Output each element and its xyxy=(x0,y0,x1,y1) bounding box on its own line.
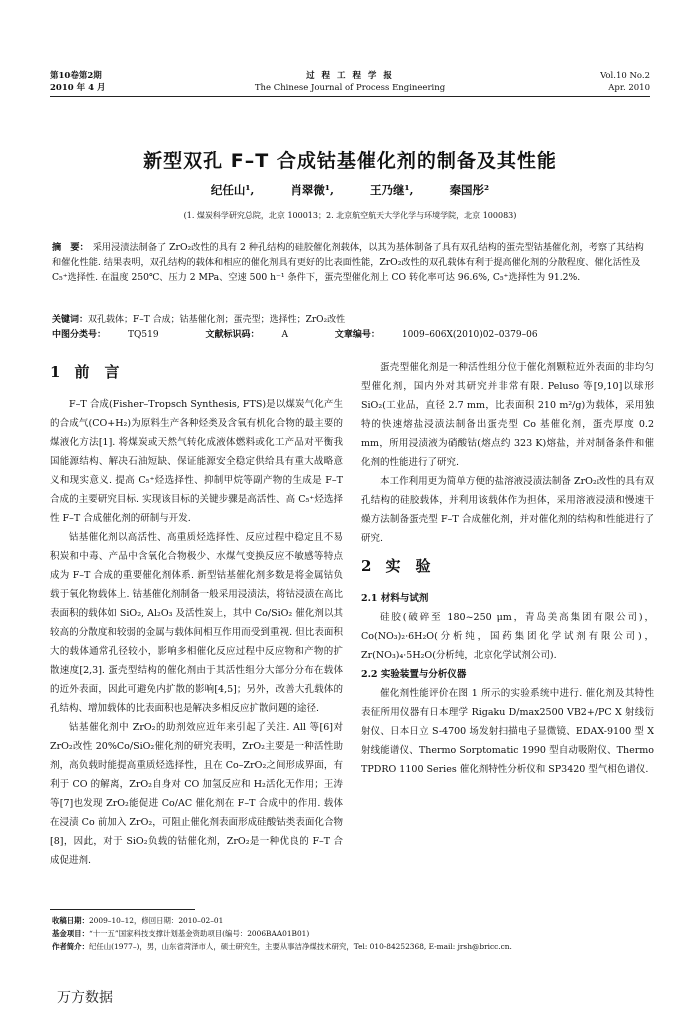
paragraph: 催化剂性能评价在图 1 所示的实验系统中进行. 催化剂及其特性表征所用仪器有日本理学 Rigaku D/max2500 VB2+/PC X 射线衍射仪、日本日立 S-4700 场发射扫描电子显微镜、EDAX-9100 型 X 射线能谱仪、Thermo Sorptomatic 1990 型自动吸附仪、Thermo TPDRO 1100 Series 催化剂特性分析仪和 SP3420 型气相色谱仪. xyxy=(361,688,654,775)
footnote-divider xyxy=(50,909,195,910)
keywords-text: 双孔载体；F–T 合成；钴基催化剂；蛋壳型；选择性；ZrO₂改性 xyxy=(88,315,346,325)
author-list xyxy=(0,182,700,198)
header-divider xyxy=(50,96,650,97)
section-title: 前 言 xyxy=(74,363,120,381)
paragraph: 硅胶(破碎至 180~250 μm，青岛美高集团有限公司)，Co(NO₃)₂·6H₂O(分析纯，国药集团化学试剂有限公司)，Zr(NO₃)₄·5H₂O(分析纯，北京化学试剂公司). xyxy=(361,612,654,661)
fund-label: 基金项目： xyxy=(52,929,89,938)
keywords xyxy=(52,313,652,328)
paragraph: 钴基催化剂中 ZrO₂的助剂效应近年来引起了关注. All 等[6]对 ZrO₂改性 20%Co/SiO₂催化剂的研究表明，ZrO₂主要是一种活性助剂，高负载时能提高重质烃选择性，且在 Co–ZrO₂之间形成界面，有利于 CO 的解离，ZrO₂自身对 CO 加氢反应和 H₂活化无作用；王涛等[7]也发现 ZrO₂能促进 Co/AC 催化剂在 F–T 合成中的作用. 载体在浸渍 Co 前加入 ZrO₂，可阻止催化剂表面形成硅酸钴类表面化合物[8]，因此，对于 SiO₂负载的钴催化剂，ZrO₂是一种优良的 F–T 合成促进剂. xyxy=(50,722,343,866)
article-number-value: 1009–606X(2010)02–0379–06 xyxy=(401,330,538,340)
classification-row xyxy=(52,328,652,343)
volume-label: 第10卷第2期 xyxy=(50,71,102,81)
author: 王乃继¹, xyxy=(370,183,414,197)
date-label: 2010 年 4 月 xyxy=(50,83,106,93)
section-number: 1 xyxy=(50,363,61,381)
journal-name-cn: 过 程 工 程 学 报 xyxy=(306,71,394,81)
section-title: 实 验 xyxy=(385,557,431,575)
clc-label: 中图分类号： xyxy=(52,330,107,340)
author-bio-text: 纪任山(1977–)，男，山东省菏泽市人，硕士研究生，主要从事洁净煤技术研究，Tel: 010-84252368, E-mail: jrsh@bricc.cn. xyxy=(88,942,512,951)
watermark: 万方数据 xyxy=(57,990,113,1006)
clc-value: TQ519 xyxy=(128,330,159,340)
fund-text: “十一五”国家科技支撑计划基金资助项目(编号：2006BAA01B01) xyxy=(88,929,310,938)
author: 肖翠微¹, xyxy=(290,183,334,197)
author-bio-label: 作者简介： xyxy=(52,942,89,951)
received-date: 2009–10–12，修回日期：2010–02–01 xyxy=(88,916,224,925)
section-heading xyxy=(361,552,654,580)
journal-name xyxy=(0,70,700,94)
paragraph: 本工作利用更为简单方便的盐溶液浸渍法制备 ZrO₂改性的具有双孔结构的硅胶载体，并利用该载体作为担体，采用溶液浸渍和慢速干燥方法制备蛋壳型 F–T 合成催化剂，并对催化剂的结构和性能进行了研究. xyxy=(361,476,654,544)
journal-issue-info-en xyxy=(600,70,650,94)
section-number: 2 xyxy=(361,557,372,575)
section-heading xyxy=(50,358,343,386)
paper-title: 新型双孔 F–T 合成钴基催化剂的制备及其性能 xyxy=(143,150,557,172)
doc-code-value: A xyxy=(281,330,288,340)
abstract-text: 采用浸渍法制备了 ZrO₂改性的具有 2 种孔结构的硅胶催化剂载体，以其为基体制备了具有双孔结构的蛋壳型钴基催化剂，考察了其结构和催化性能. 结果表明，双孔结构的载体和相应的催化剂具有更好的比表面性能，ZrO₂改性的双孔载体有利于提高催化剂的分散程度、催化活性及 C₅⁺选择性. 在温度 250℃、压力 2 MPa、空速 500 h⁻¹ 条件下，蛋壳型催化剂上 CO 转化率可达 96.6%, C₅⁺选择性为 91.2%. xyxy=(52,242,644,283)
date-label-en: Apr. 2010 xyxy=(608,83,650,93)
doc-code-label: 文献标识码： xyxy=(205,330,260,340)
footnote xyxy=(52,914,652,953)
paragraph: F–T 合成(Fisher–Tropsch Synthesis, FTS)是以煤炭气化产生的合成气(CO+H₂)为原料生产各种烃类及含氧有机化合物的最主要的煤液化方法[1]. 将煤炭或天然气转化成液体燃料或化工产品对平衡我国能源结构、解决石油短缺、保证能源安全稳定供给具有重大战略意义和现实意义. 提高 C₅⁺烃选择性、抑制甲烷等副产物的生成是 F–T 合成的主要研究目标. 实现该目标的关键步骤是高活性、高 C₅⁺烃选择性 F–T 合成催化剂的研制与开发. xyxy=(50,399,343,524)
received-label: 收稿日期： xyxy=(52,916,89,925)
subsection-heading: 2.1 材料与试剂 xyxy=(361,593,429,604)
body-column-right xyxy=(361,358,654,779)
article-number-label: 文章编号： xyxy=(334,330,380,340)
journal-name-en: The Chinese Journal of Process Engineering xyxy=(254,83,446,93)
keywords-label: 关键词： xyxy=(52,315,89,325)
affiliation: (1. 煤炭科学研究总院，北京 100013；2. 北京航空航天大学化学与环境学院，北京 100083) xyxy=(183,211,517,220)
abstract-label: 摘 要： xyxy=(52,242,89,253)
author: 纪任山¹, xyxy=(210,183,255,197)
volume-label-en: Vol.10 No.2 xyxy=(600,71,650,81)
paragraph: 蛋壳型催化剂是一种活性组分位于催化剂颗粒近外表面的非均匀型催化剂，国内外对其研究并非常有限. Peluso 等[9,10]以球形 SiO₂(工业品，直径 2.7 mm，比表面积 210 m²/g)为载体，采用独特的快速熔盐浸渍法制备出蛋壳型 Co 基催化剂，蛋壳厚度 0.2 mm，所用浸渍液为硝酸钴(熔点约 323 K)熔盐，并对制备条件和催化剂的性能进行了研究. xyxy=(361,362,654,468)
abstract xyxy=(52,240,652,285)
paragraph: 钴基催化剂以高活性、高重质烃选择性、反应过程中稳定且不易积炭和中毒、产品中含氧化合物极少、水煤气变换反应不敏感等特点成为 F–T 合成的重要催化剂体系. 新型钴基催化剂多数是将金属钴负载于氧化物载体上. 钴基催化剂制备一般采用浸渍法，将钴浸渍在高比表面积的载体如 SiO₂, Al₂O₃ 及活性炭上，其中 Co/SiO₂ 催化剂以其较高的分散度和较弱的金属与载体间相互作用而受到重视. 但比表面积大的载体通常孔径较小，影响多相催化反应过程中反应物和产物的扩散速度[2,3]. 蛋壳型结构的催化剂由于其活性组分大部分分布在载体的近外表面，因此可避免内扩散的影响[4,5]；另外，改善大孔载体的孔结构、增加载体的比表面积也是解决多相反应扩散问题的途径. xyxy=(50,532,343,714)
body-column-left xyxy=(50,358,343,870)
subsection-heading: 2.2 实验装置与分析仪器 xyxy=(361,669,467,680)
author: 秦国彤² xyxy=(449,183,490,197)
paper-metadata xyxy=(52,313,652,343)
